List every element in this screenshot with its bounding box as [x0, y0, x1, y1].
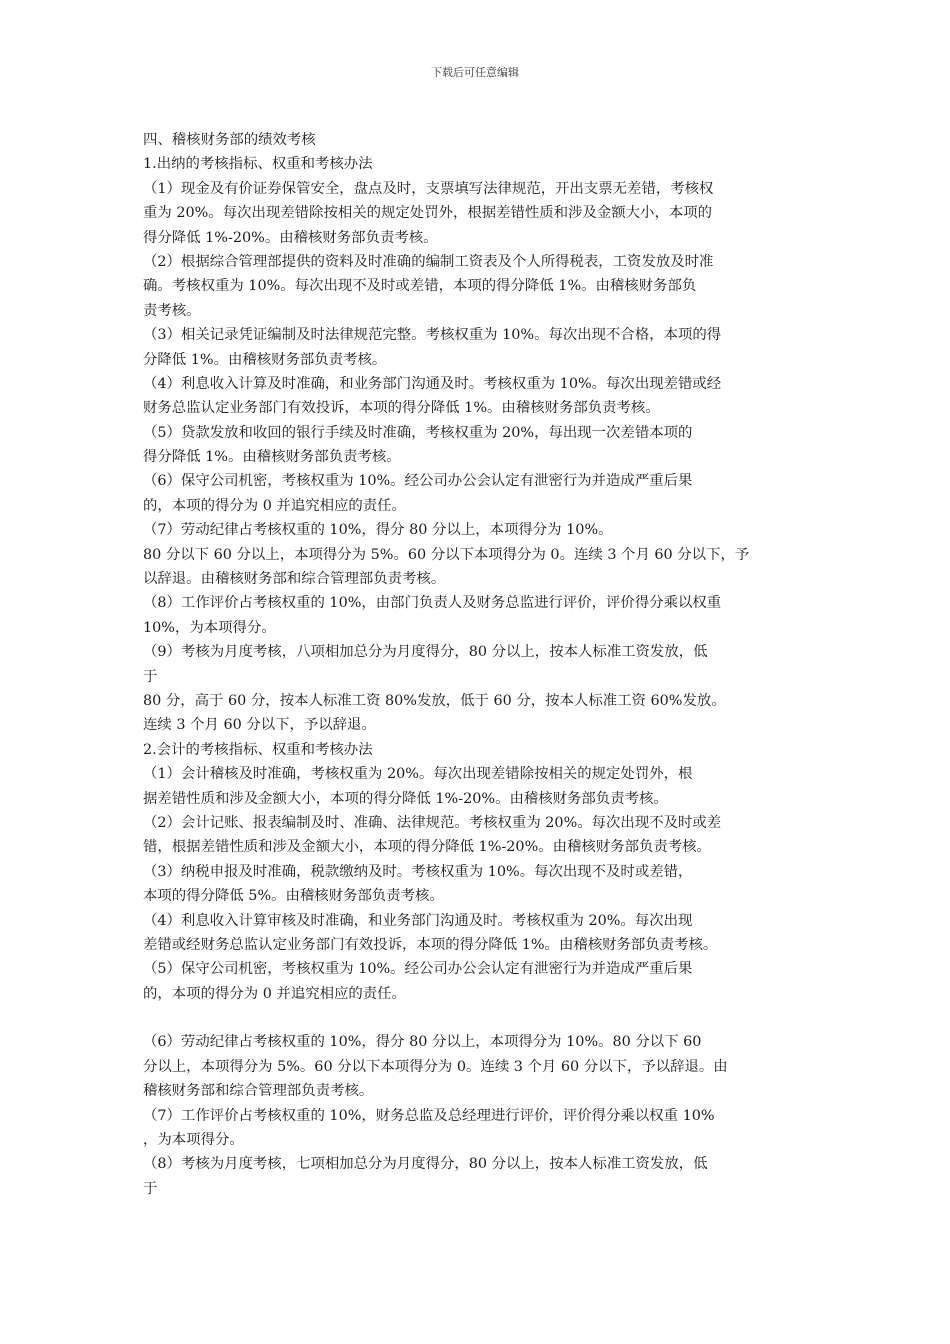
text-line: 的，本项的得分为 0 并追究相应的责任。	[143, 985, 406, 1002]
text-line: （5）贷款发放和收回的银行手续及时准确，考核权重为 20%，每出现一次差错本项的	[143, 424, 693, 441]
text-line: 以辞退。由稽核财务部和综合管理部负责考核。	[143, 571, 446, 588]
text-line: （1）现金及有价证券保管安全，盘点及时，支票填写法律规范，开出支票无差错，考核权	[143, 180, 714, 197]
text-line: 分降低 1%。由稽核财务部负责考核。	[143, 351, 387, 368]
text-line: 80 分，高于 60 分，按本人标准工资 80%发放，低于 60 分，按本人标准工资 60%发放。	[143, 692, 726, 709]
text-line: 重为 20%。每次出现差错除按相关的规定处罚外，根据差错性质和涉及金额大小，本项的	[143, 205, 713, 222]
blank-line	[143, 1006, 811, 1030]
text-line: 80 分以下 60 分以上，本项得分为 5%。60 分以下本项得分为 0。连续 3 个月 60 分以下，予	[143, 546, 750, 563]
text-line: 得分降低 1%。由稽核财务部负责考核。	[143, 449, 401, 466]
text-line: 于	[143, 668, 158, 685]
text-line: （7）工作评价占考核权重的 10%，财务总监及总经理进行评价，评价得分乘以权重 10%	[143, 1107, 715, 1124]
text-line: 10%，为本项得分。	[143, 619, 276, 636]
document-body	[143, 128, 811, 1201]
text-line: （2）根据综合管理部提供的资料及时准确的编制工资表及个人所得税表，工资发放及时准	[143, 253, 714, 270]
text-line: 连续 3 个月 60 分以下，予以辞退。	[143, 717, 376, 734]
text-line: 的，本项的得分为 0 并追究相应的责任。	[143, 497, 406, 514]
text-line: （1）会计稽核及时准确，考核权重为 20%。每次出现差错除按相关的规定处罚外，根	[143, 766, 693, 783]
text-line: 责考核。	[143, 302, 201, 319]
text-line: （2）会计记账、报表编制及时、准确、法律规范。考核权重为 20%。每次出现不及时或差	[143, 814, 722, 831]
text-line: 确。考核权重为 10%。每次出现不及时或差错，本项的得分降低 1%。由稽核财务部负	[143, 278, 697, 295]
text-line: 错，根据差错性质和涉及金额大小，本项的得分降低 1%-20%。由稽核财务部负责考核。	[143, 839, 711, 856]
text-line: 差错或经财务总监认定业务部门有效投诉，本项的得分降低 1%。由稽核财务部负责考核。	[143, 936, 718, 953]
text-line: （6）保守公司机密，考核权重为 10%。经公司办公会认定有泄密行为并造成严重后果	[143, 473, 693, 490]
text-line: （8）工作评价占考核权重的 10%，由部门负责人及财务总监进行评价，评价得分乘以权重	[143, 595, 722, 612]
text-line: （6）劳动纪律占考核权重的 10%，得分 80 分以上，本项得分为 10%。80 分以下 60	[143, 1034, 702, 1051]
text-line: 稽核财务部和综合管理部负责考核。	[143, 1083, 374, 1100]
text-line: （9）考核为月度考核，八项相加总分为月度得分，80 分以上，按本人标准工资发放，低	[143, 644, 708, 661]
text-line: 财务总监认定业务部门有效投诉，本项的得分降低 1%。由稽核财务部负责考核。	[143, 400, 660, 417]
text-line: 四、稽核财务部的绩效考核	[143, 132, 316, 148]
text-line: （7）劳动纪律占考核权重的 10%，得分 80 分以上，本项得分为 10%。	[143, 522, 613, 539]
text-line: （5）保守公司机密，考核权重为 10%。经公司办公会认定有泄密行为并造成严重后果	[143, 961, 693, 978]
text-line: （4）利息收入计算及时准确，和业务部门沟通及时。考核权重为 10%。每次出现差错或经	[143, 375, 722, 392]
text-line: 2.会计的考核指标、权重和考核办法	[143, 741, 373, 758]
text-line: （4）利息收入计算审核及时准确，和业务部门沟通及时。考核权重为 20%。每次出现	[143, 912, 693, 929]
text-line: 得分降低 1%-20%。由稽核财务部负责考核。	[143, 229, 438, 246]
text-line: （3）纳税申报及时准确，税款缴纳及时。考核权重为 10%。每次出现不及时或差错，	[143, 863, 693, 880]
text-line: 分以上，本项得分为 5%。60 分以下本项得分为 0。连续 3 个月 60 分以下，予以辞退。由	[143, 1058, 728, 1075]
text-line: （3）相关记录凭证编制及时法律规范完整。考核权重为 10%。每次出现不合格，本项的得	[143, 327, 722, 344]
text-line: 1.出纳的考核指标、权重和考核办法	[143, 156, 373, 173]
page-header: 下载后可任意编辑	[431, 66, 519, 79]
text-line: 本项的得分降低 5%。由稽核财务部负责考核。	[143, 888, 444, 905]
text-line: 于	[143, 1180, 158, 1197]
text-line: ，为本项得分。	[143, 1132, 244, 1149]
text-line: （8）考核为月度考核，七项相加总分为月度得分，80 分以上，按本人标准工资发放，低	[143, 1156, 708, 1173]
text-line: 据差错性质和涉及金额大小，本项的得分降低 1%-20%。由稽核财务部负责考核。	[143, 790, 668, 807]
